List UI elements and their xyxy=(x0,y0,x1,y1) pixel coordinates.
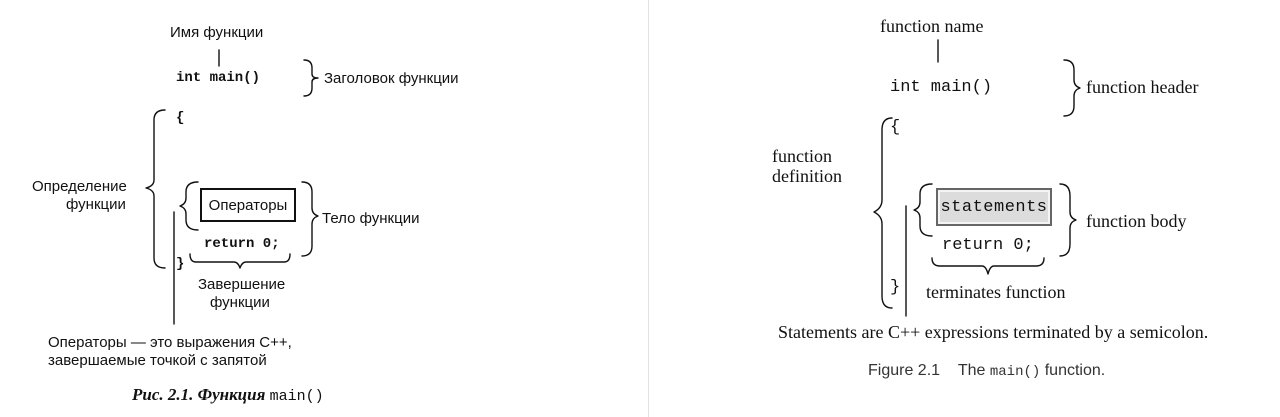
left-function-name-label: Имя функции xyxy=(170,24,264,41)
right-caption-prefix: The xyxy=(957,362,986,379)
right-definition-label-2: definition xyxy=(772,166,842,186)
left-header-code: int main() xyxy=(176,70,261,86)
left-header-label: Заголовок функции xyxy=(324,70,459,87)
left-caption-code: main() xyxy=(269,388,324,405)
right-return-brace xyxy=(932,258,1044,274)
left-caption-prefix: Рис. 2.1. Функция xyxy=(132,385,266,404)
left-note-line-1: Операторы — это выражения С++, xyxy=(48,334,292,351)
left-inner-brace xyxy=(180,182,198,230)
left-definition-label-2: функции xyxy=(66,196,126,213)
left-return-brace xyxy=(190,254,290,268)
left-return-code: return 0; xyxy=(204,236,280,252)
right-function-name-label: function name xyxy=(880,16,984,36)
left-close-brace: } xyxy=(176,256,185,272)
right-note: Statements are C++ expressions terminated by a semicolon. xyxy=(778,322,1209,342)
left-body-label: Тело функции xyxy=(322,210,420,227)
right-caption-code: main() xyxy=(989,364,1041,380)
right-terminates-label: terminates function xyxy=(926,282,1066,302)
left-open-brace: { xyxy=(176,110,185,126)
panel-divider xyxy=(648,0,649,417)
right-caption-suffix: function. xyxy=(1044,362,1106,379)
right-header-code: int main() xyxy=(890,78,993,97)
left-statements-box: Операторы xyxy=(200,188,296,222)
right-statements-brace xyxy=(1060,184,1076,256)
left-figure-caption xyxy=(132,385,324,405)
right-header-label: function header xyxy=(1086,77,1199,97)
left-header-brace xyxy=(304,60,318,96)
right-statements-box: statements xyxy=(936,188,1052,226)
right-open-brace: { xyxy=(890,118,901,137)
right-definition-label-1: function xyxy=(772,146,832,166)
right-body-label: function body xyxy=(1086,211,1187,231)
left-definition-label-1: Определение xyxy=(32,178,127,195)
right-close-brace: } xyxy=(890,278,901,297)
left-terminates-label-2: функции xyxy=(210,294,270,311)
right-caption-figure: Figure 2.1 xyxy=(868,362,941,379)
right-return-code: return 0; xyxy=(942,236,1034,255)
left-definition-brace xyxy=(146,110,165,268)
right-inner-brace xyxy=(914,184,932,236)
right-header-brace xyxy=(1064,60,1080,116)
right-figure-caption xyxy=(868,362,1105,380)
left-statements-brace xyxy=(302,182,318,256)
left-note-line-2: завершаемые точкой с запятой xyxy=(48,352,267,369)
left-terminates-label-1: Завершение xyxy=(198,276,286,293)
